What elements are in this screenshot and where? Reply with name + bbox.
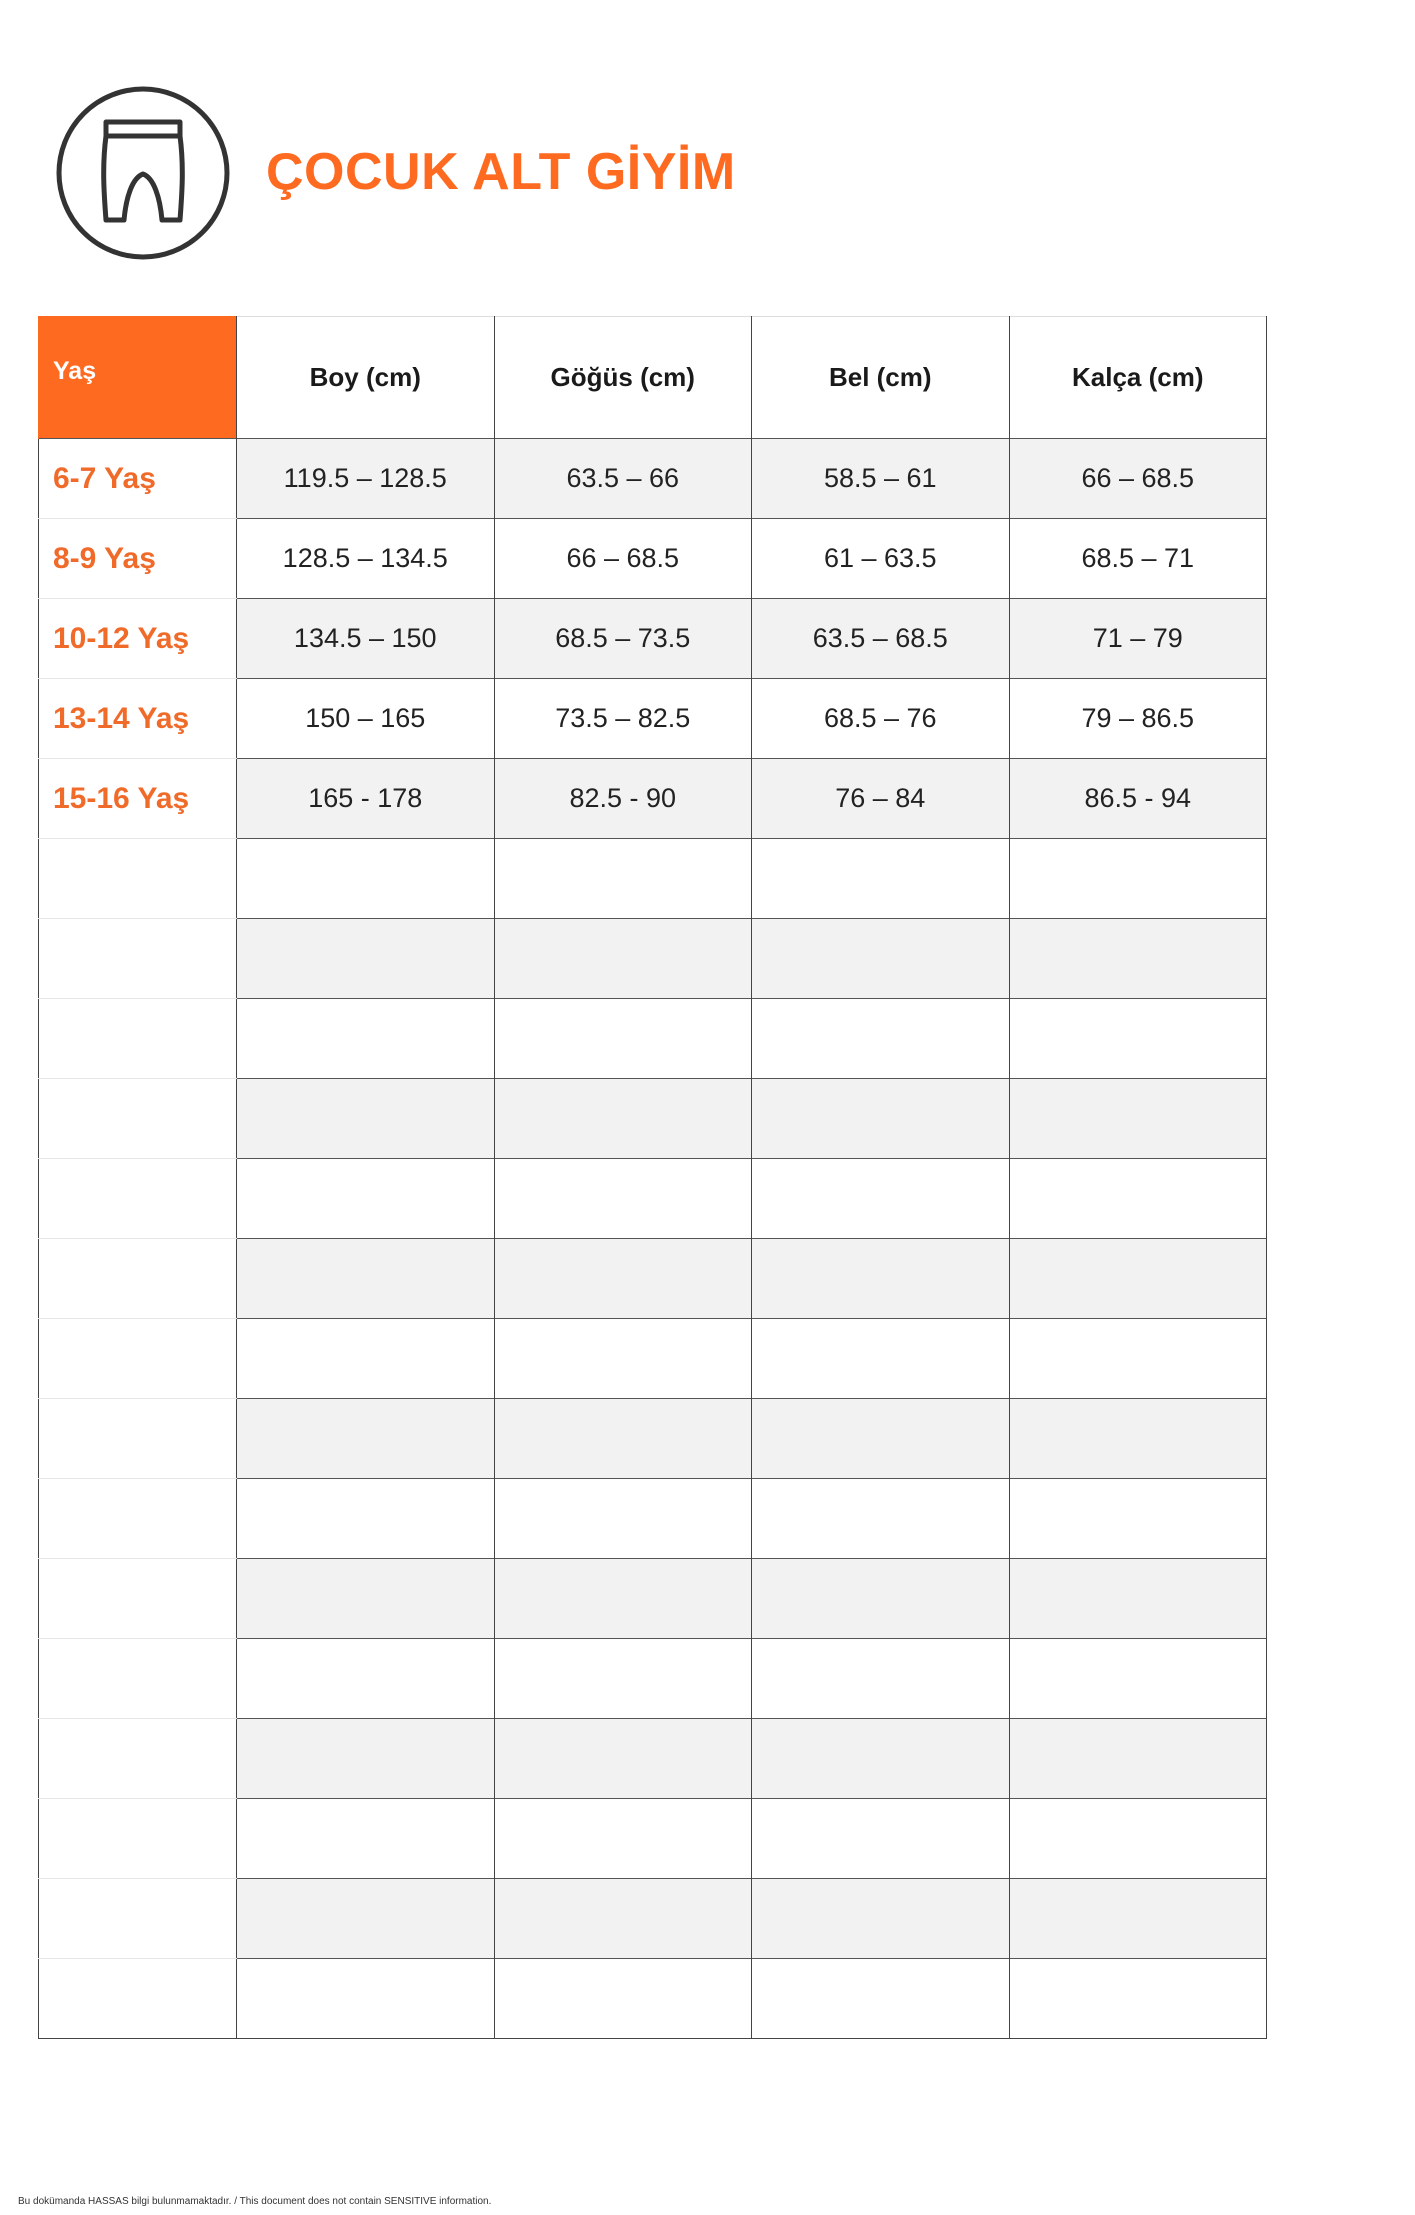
height-cell: 134.5 – 150 — [237, 599, 495, 679]
empty-table-row — [39, 1719, 1267, 1799]
chest-cell — [494, 1879, 752, 1959]
waist-cell — [752, 919, 1010, 999]
age-cell — [39, 1959, 237, 2039]
waist-cell — [752, 1959, 1010, 2039]
page-title: ÇOCUK ALT GİYİM — [266, 143, 736, 201]
waist-cell: 58.5 – 61 — [752, 439, 1010, 519]
hip-cell — [1009, 1079, 1267, 1159]
hip-cell: 66 – 68.5 — [1009, 439, 1267, 519]
table-row — [39, 679, 1267, 759]
empty-table-row — [39, 839, 1267, 919]
height-cell — [237, 1159, 495, 1239]
chest-cell — [494, 1319, 752, 1399]
age-cell: 10-12 Yaş — [39, 599, 237, 679]
column-header-waist: Bel (cm) — [752, 317, 1010, 439]
height-cell: 165 - 178 — [237, 759, 495, 839]
hip-cell: 68.5 – 71 — [1009, 519, 1267, 599]
height-cell — [237, 839, 495, 919]
hip-cell — [1009, 1239, 1267, 1319]
height-cell — [237, 919, 495, 999]
chest-cell — [494, 1559, 752, 1639]
chest-cell: 73.5 – 82.5 — [494, 679, 752, 759]
age-cell — [39, 919, 237, 999]
height-cell — [237, 1639, 495, 1719]
hip-cell: 79 – 86.5 — [1009, 679, 1267, 759]
table-row — [39, 519, 1267, 599]
empty-table-row — [39, 999, 1267, 1079]
height-cell — [237, 1399, 495, 1479]
hip-cell — [1009, 1399, 1267, 1479]
column-header-height: Boy (cm) — [237, 317, 495, 439]
height-cell — [237, 1239, 495, 1319]
empty-table-row — [39, 1799, 1267, 1879]
hip-cell — [1009, 1879, 1267, 1959]
chest-cell: 63.5 – 66 — [494, 439, 752, 519]
age-cell — [39, 1239, 237, 1319]
waist-cell — [752, 839, 1010, 919]
empty-table-row — [39, 1239, 1267, 1319]
age-cell — [39, 1399, 237, 1479]
table-row — [39, 759, 1267, 839]
column-header-age: Yaş — [39, 317, 237, 439]
hip-cell — [1009, 1639, 1267, 1719]
height-cell — [237, 1799, 495, 1879]
empty-table-row — [39, 1399, 1267, 1479]
chest-cell — [494, 1959, 752, 2039]
age-cell: 6-7 Yaş — [39, 439, 237, 519]
empty-table-row — [39, 1559, 1267, 1639]
waist-cell — [752, 1559, 1010, 1639]
height-cell: 150 – 165 — [237, 679, 495, 759]
height-cell — [237, 1879, 495, 1959]
hip-cell — [1009, 1159, 1267, 1239]
hip-cell — [1009, 1719, 1267, 1799]
age-cell — [39, 1079, 237, 1159]
hip-cell — [1009, 1559, 1267, 1639]
height-cell — [237, 1479, 495, 1559]
hip-cell: 71 – 79 — [1009, 599, 1267, 679]
waist-cell — [752, 1719, 1010, 1799]
height-cell — [237, 1079, 495, 1159]
waist-cell: 63.5 – 68.5 — [752, 599, 1010, 679]
empty-table-row — [39, 1879, 1267, 1959]
chest-cell: 82.5 - 90 — [494, 759, 752, 839]
height-cell: 128.5 – 134.5 — [237, 519, 495, 599]
height-cell — [237, 999, 495, 1079]
hip-cell — [1009, 919, 1267, 999]
empty-table-row — [39, 1319, 1267, 1399]
table-row — [39, 439, 1267, 519]
table-row — [39, 599, 1267, 679]
age-cell: 13-14 Yaş — [39, 679, 237, 759]
pants-icon — [56, 86, 230, 260]
chest-cell — [494, 1719, 752, 1799]
chest-cell: 68.5 – 73.5 — [494, 599, 752, 679]
waist-cell — [752, 1799, 1010, 1879]
hip-cell — [1009, 1959, 1267, 2039]
chest-cell — [494, 1079, 752, 1159]
waist-cell — [752, 1239, 1010, 1319]
chest-cell — [494, 839, 752, 919]
age-cell: 15-16 Yaş — [39, 759, 237, 839]
hip-cell — [1009, 1799, 1267, 1879]
chest-cell — [494, 1159, 752, 1239]
waist-cell — [752, 1479, 1010, 1559]
age-cell — [39, 1639, 237, 1719]
age-cell — [39, 999, 237, 1079]
age-cell: 8-9 Yaş — [39, 519, 237, 599]
waist-cell — [752, 1639, 1010, 1719]
empty-table-row — [39, 1479, 1267, 1559]
empty-table-row — [39, 1159, 1267, 1239]
footer-note: Bu dokümanda HASSAS bilgi bulunmamaktadır. / This document does not contain SENSITIVE information. — [18, 2196, 492, 2207]
chest-cell — [494, 1479, 752, 1559]
chest-cell — [494, 919, 752, 999]
waist-cell: 68.5 – 76 — [752, 679, 1010, 759]
height-cell — [237, 1559, 495, 1639]
age-cell — [39, 1879, 237, 1959]
size-chart-table — [38, 316, 1267, 2039]
waist-cell — [752, 999, 1010, 1079]
age-cell — [39, 1159, 237, 1239]
waist-cell — [752, 1879, 1010, 1959]
height-cell — [237, 1319, 495, 1399]
chest-cell: 66 – 68.5 — [494, 519, 752, 599]
waist-cell — [752, 1319, 1010, 1399]
height-cell — [237, 1719, 495, 1799]
age-cell — [39, 839, 237, 919]
waist-cell — [752, 1159, 1010, 1239]
empty-table-row — [39, 1639, 1267, 1719]
height-cell — [237, 1959, 495, 2039]
column-header-chest: Göğüs (cm) — [494, 317, 752, 439]
hip-cell — [1009, 1479, 1267, 1559]
age-cell — [39, 1799, 237, 1879]
waist-cell — [752, 1079, 1010, 1159]
hip-cell — [1009, 999, 1267, 1079]
hip-cell — [1009, 1319, 1267, 1399]
age-cell — [39, 1719, 237, 1799]
table-header-row — [39, 317, 1267, 439]
column-header-hip: Kalça (cm) — [1009, 317, 1267, 439]
waist-cell — [752, 1399, 1010, 1479]
empty-table-row — [39, 1959, 1267, 2039]
chest-cell — [494, 1399, 752, 1479]
hip-cell — [1009, 839, 1267, 919]
chest-cell — [494, 1799, 752, 1879]
empty-table-row — [39, 919, 1267, 999]
age-cell — [39, 1479, 237, 1559]
height-cell: 119.5 – 128.5 — [237, 439, 495, 519]
empty-table-row — [39, 1079, 1267, 1159]
chest-cell — [494, 1239, 752, 1319]
waist-cell: 76 – 84 — [752, 759, 1010, 839]
waist-cell: 61 – 63.5 — [752, 519, 1010, 599]
hip-cell: 86.5 - 94 — [1009, 759, 1267, 839]
chest-cell — [494, 1639, 752, 1719]
chest-cell — [494, 999, 752, 1079]
age-cell — [39, 1319, 237, 1399]
age-cell — [39, 1559, 237, 1639]
